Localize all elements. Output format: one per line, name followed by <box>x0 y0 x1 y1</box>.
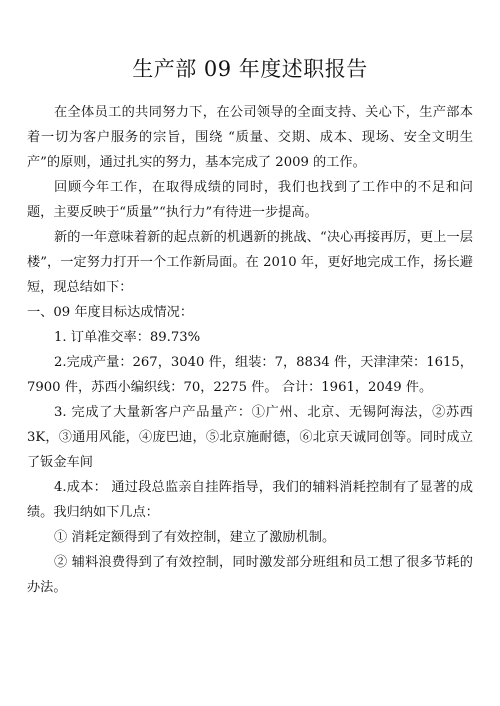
report-title: 生产部 09 年度述职报告 <box>132 57 368 81</box>
review-paragraph: 回顾今年工作，在取得成绩的同时，我们也找到了工作中的不足和问题，主要反映于“质量”“执行力”有待进一步提高。 <box>27 180 473 220</box>
cost-point-2: ② 辅料浪费得到了有效控制，同时激发部分班组和员工想了很多节耗的办法。 <box>27 555 473 595</box>
outlook-paragraph: 新的一年意味着新的起点新的机遇新的挑战、“决心再接再厉，更上一层楼”，一定努力打开一个工作新局面。在 2010 年，更好地完成工作，扬长避短，现总结如下： <box>27 230 473 295</box>
item-new-customers: 3. 完成了大量新客户产品量产：①广州、北京、无锡阿海法，②苏西 3K，③通用风能，④庞巴迪，⑤北京施耐德，⑥北京天诚同创等。同时成立了钣金车间 <box>27 405 473 470</box>
cost-point-1: ① 消耗定额得到了有效控制，建立了激励机制。 <box>54 530 336 545</box>
report-body <box>27 100 473 600</box>
item-order-rate: 1. 订单准交率：89.73% <box>54 330 201 345</box>
intro-paragraph: 在全体员工的共同努力下，在公司领导的全面支持、关心下，生产部本着一切为客户服务的宗旨，围绕 “质量、交期、成本、现场、安全文明生产”的原则，通过扎实的努力，基本完成了 2009 的工作。 <box>27 105 473 170</box>
item-output: 2.完成产量：267，3040 件，组装：7，8834 件，天津津荣：1615，7900 件，苏西小编织线：70，2275 件。 合计：1961，2049 件。 <box>27 355 473 395</box>
item-cost: 4.成本： 通过段总监亲自挂阵指导，我们的辅料消耗控制有了显著的成绩。我归纳如下几点： <box>27 480 473 520</box>
section-heading-targets: 一、09 年度目标达成情况： <box>27 305 194 320</box>
